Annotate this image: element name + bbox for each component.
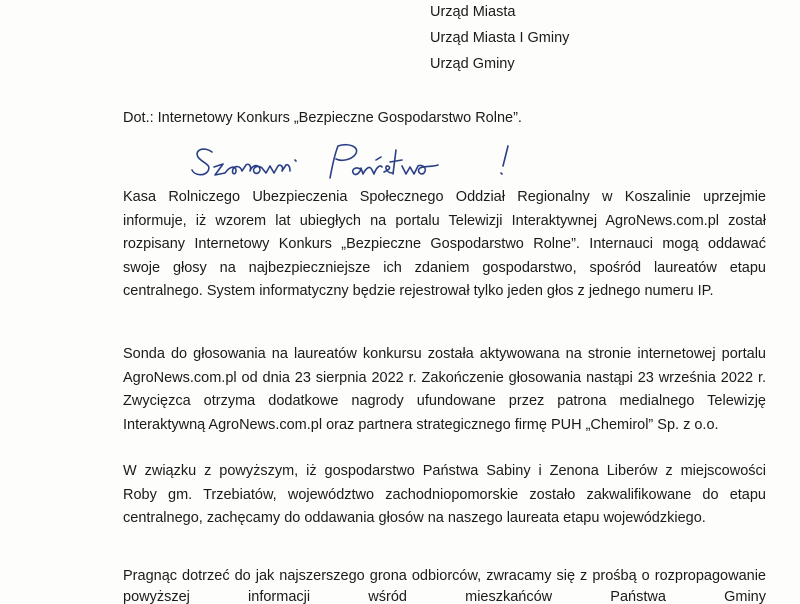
subject-line: Dot.: Internetowy Konkurs „Bezpieczne Gospodarstwo Rolne”.: [123, 110, 522, 126]
paragraph-line: centralnego, zachęcamy do oddawania głosów na naszego laureata etapu wojewódzkiego.: [123, 510, 706, 527]
paragraph-line: rozpisany Internetowy Konkurs „Bezpieczne Gospodarstwo Rolne”. Internauci mogą oddawać: [123, 236, 766, 253]
paragraph-line: Pragnąc dotrzeć do jak najszerszego grona odbiorców, zwracamy się z prośbą o rozpropagowanie: [123, 568, 766, 584]
handwritten-salutation: [190, 140, 530, 190]
paragraph-line: centralnego. System informatyczny będzie rejestrował tylko jeden głos z jednego numeru IP.: [123, 283, 714, 300]
recipient-line: Urząd Miasta I Gminy: [430, 30, 570, 46]
paragraph-line: Sonda do głosowania na laureatów konkursu została aktywowana na stronie internetowej portalu: [123, 346, 766, 362]
recipient-line: Urząd Gminy: [430, 56, 515, 72]
recipient-line: Urząd Miasta: [430, 4, 516, 20]
paragraph-3: [123, 460, 766, 531]
paragraph-line: informuje, iż wzorem lat ubiegłych na portalu Telewizji Interaktywnej AgroNews.com.pl został: [123, 212, 766, 229]
paragraph-1: [123, 186, 766, 304]
paragraph-line: Roby gm. Trzebiatów, województwo zachodniopomorskie zostało zakwalifikowane do etapu: [123, 486, 766, 503]
paragraph-line: AgroNews.com.pl od dnia 23 sierpnia 2022 r. Zakończenie głosowania nastąpi 23 września 2022 r.: [123, 369, 766, 386]
paragraph-line: W związku z powyższym, iż gospodarstwo Państwa Sabiny i Zenona Liberów z miejscowości: [123, 463, 766, 479]
paragraph-2: [123, 343, 766, 437]
paragraph-line: Zwycięzca otrzyma dodatkowe nagrody ufundowane przez patrona medialnego Telewizję: [123, 393, 766, 410]
paragraph-line: swoje głosy na najbezpieczniejsze ich zdaniem gospodarstwo, spośród laureatów etapu: [123, 259, 766, 276]
paragraph-line: Interaktywną AgroNews.com.pl oraz partnera strategicznego firmę PUH „Chemirol” Sp. z o.o.: [123, 416, 719, 433]
paragraph-4-cut-line: [123, 586, 766, 604]
paragraph-line: powyższej informacji wśród mieszkańców Państwa Gminy: [123, 589, 766, 604]
paragraph-line: Kasa Rolniczego Ubezpieczenia Społecznego Oddział Regionalny w Koszalinie uprzejmie: [123, 189, 766, 205]
